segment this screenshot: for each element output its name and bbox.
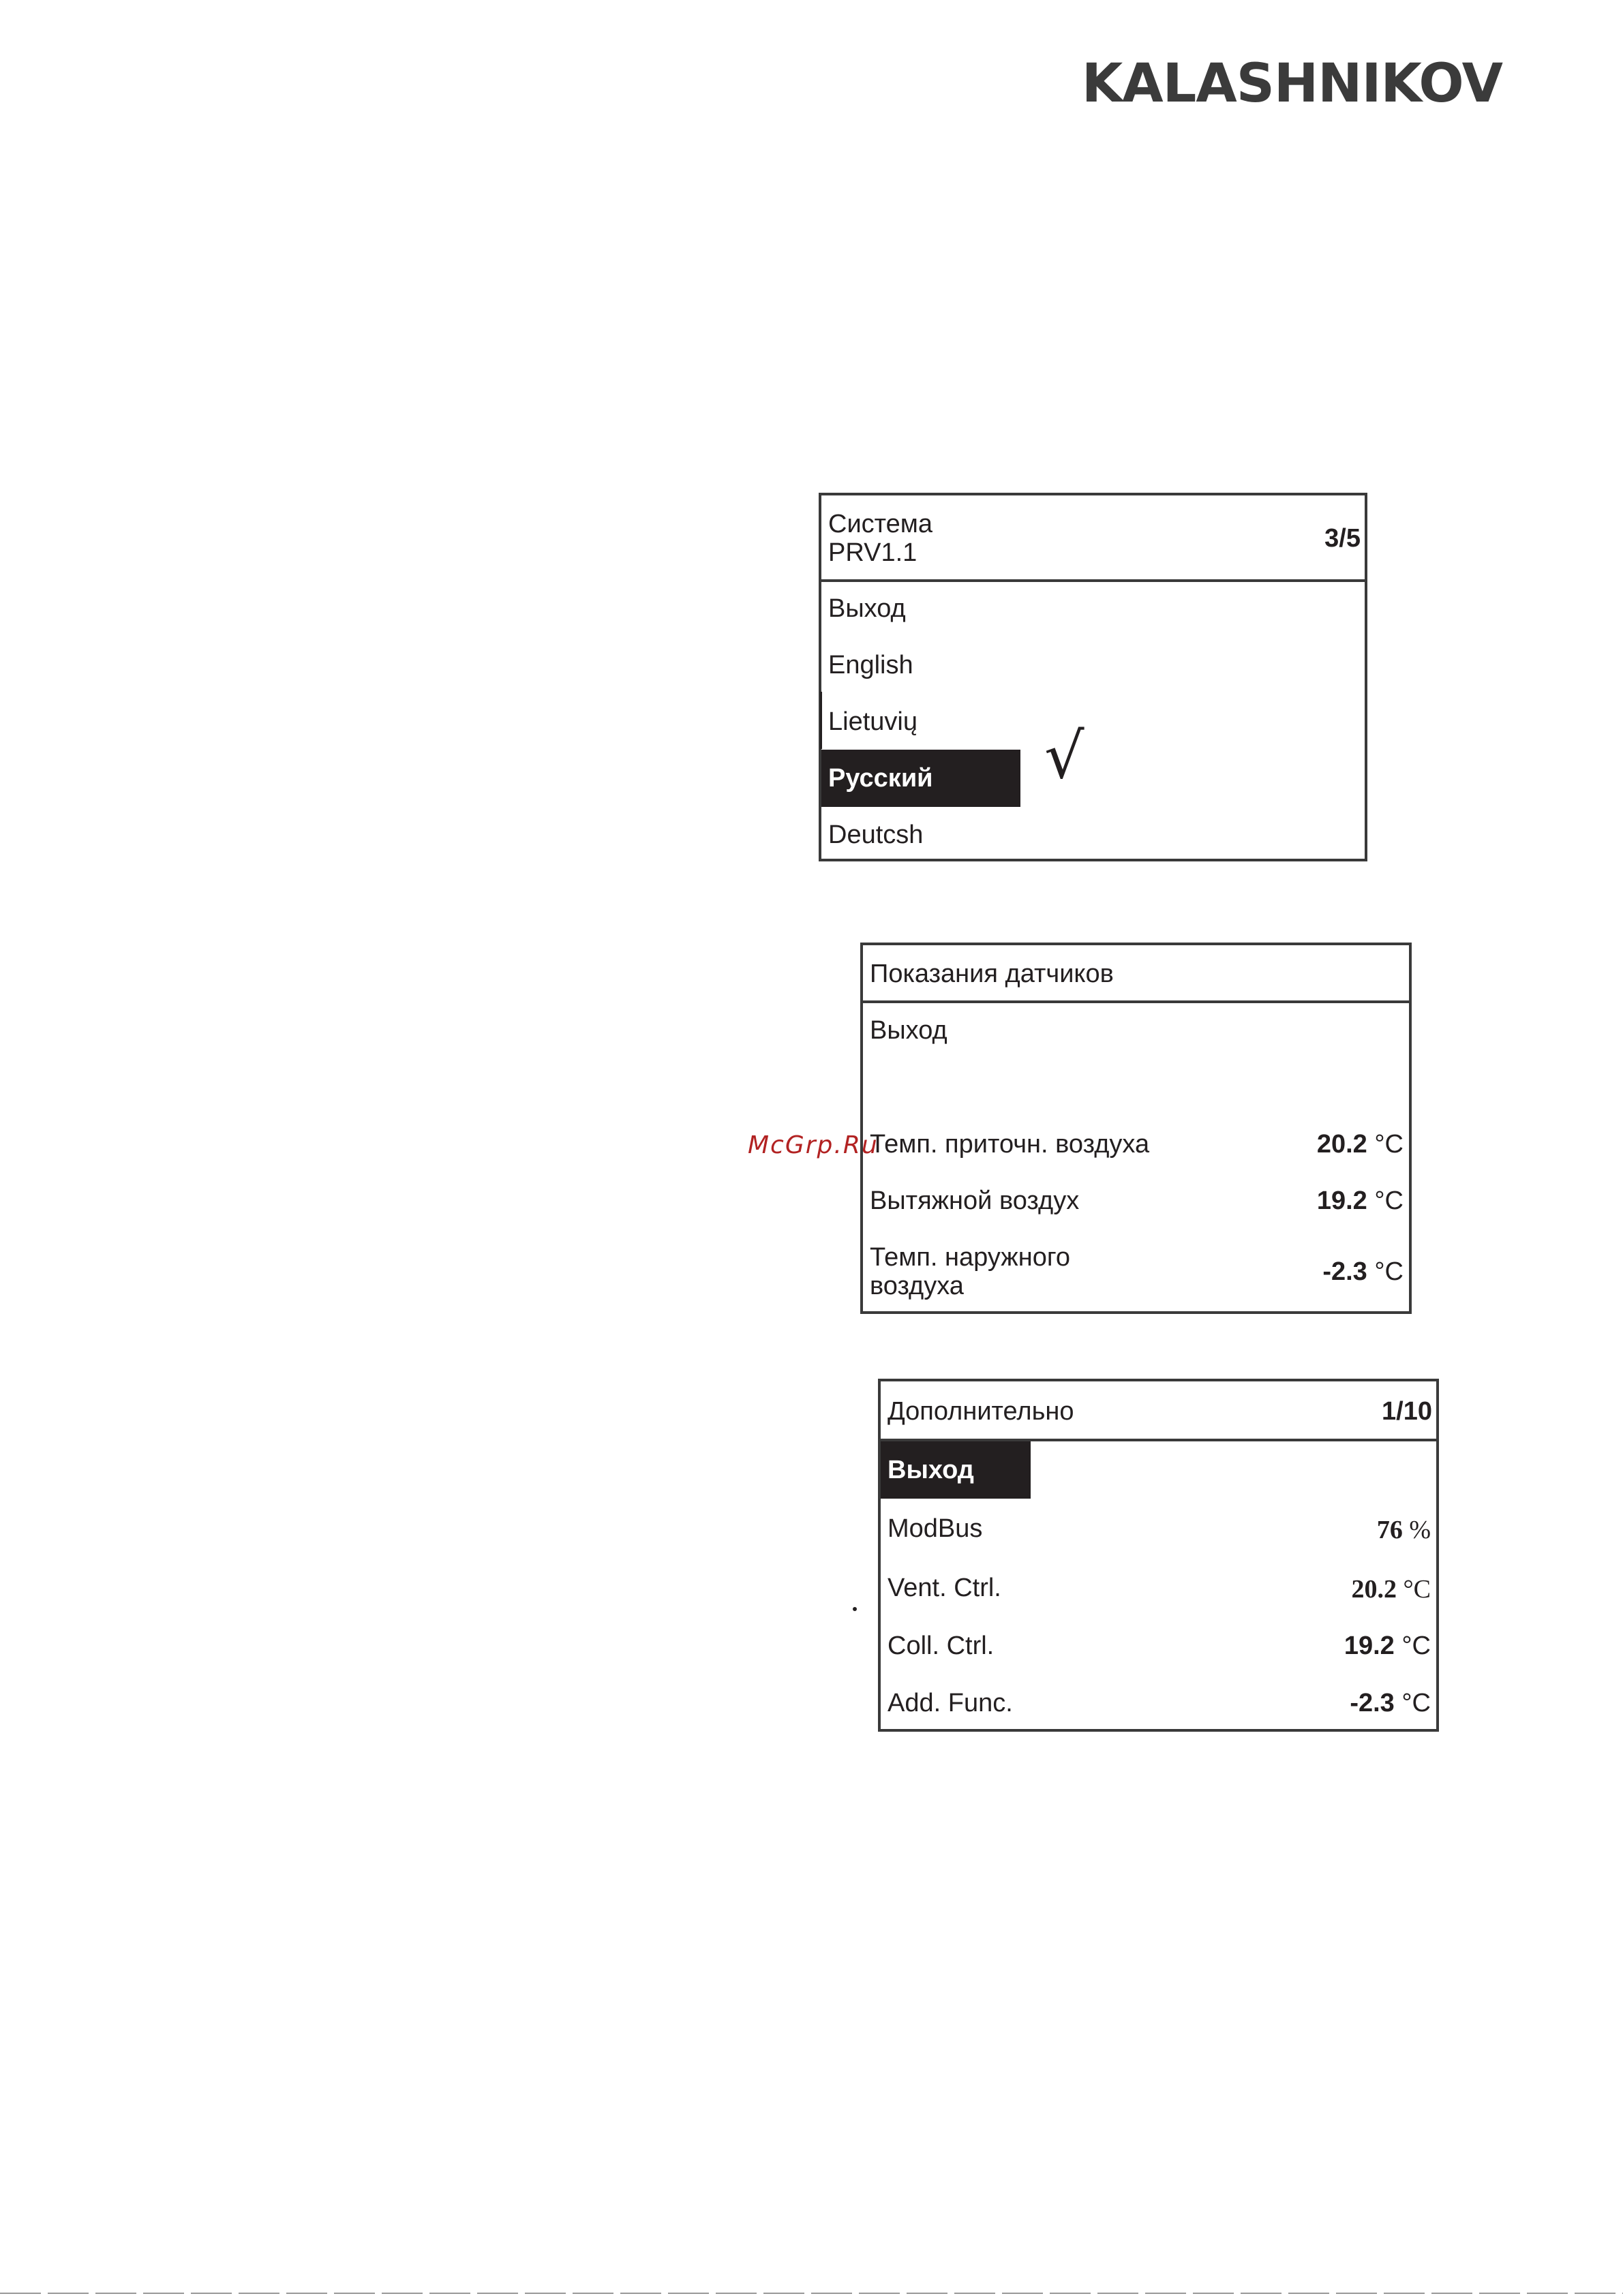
exhaust-air-label: Вытяжной воздух [870,1187,1080,1215]
menu-item-lietuviu[interactable]: Lietuvių [828,707,917,736]
add-func-unit: °C [1401,1689,1431,1717]
page-indicator: 3/5 [1324,524,1361,553]
supply-air-reading [1317,1130,1404,1159]
checkmark-icon: √ [1044,720,1084,793]
menu-item-exit[interactable]: Выход [828,594,906,623]
coll-ctrl-unit: °C [1401,1632,1431,1660]
page-bottom-divider [0,2293,1623,2294]
modbus-value: 76 [1376,1516,1403,1544]
add-func-value: -2.3 [1350,1689,1395,1717]
language-screen [819,493,1367,861]
header-title: Дополнительно [888,1397,1074,1426]
supply-air-label: Темп. приточн. воздуха [870,1130,1150,1159]
supply-air-value: 20.2 [1316,1130,1367,1159]
sensor-readings-screen [860,943,1412,1314]
supply-air-unit: °C [1374,1130,1404,1159]
modbus-reading [1377,1516,1431,1544]
add-func-label[interactable]: Add. Func. [888,1689,1013,1717]
sensor-screen-header [863,945,1409,1003]
header-title: Показания датчиков [870,960,1114,988]
vent-ctrl-unit: °C [1403,1575,1431,1604]
outdoor-air-unit: °C [1374,1257,1404,1286]
outdoor-air-value: -2.3 [1322,1257,1367,1286]
outdoor-air-label-line2: воздуха [870,1272,964,1300]
language-screen-header [821,495,1365,582]
brand-logo: KALASHNIKOV [1081,53,1502,114]
header-title: Система [828,510,933,538]
menu-item-deutsch[interactable]: Deutcsh [828,821,924,849]
menu-item-exit-label: Выход [888,1456,974,1484]
menu-item-exit[interactable]: Выход [870,1016,947,1045]
scroll-marker [820,692,822,749]
outdoor-air-reading [1322,1257,1404,1286]
vent-ctrl-reading [1351,1575,1431,1604]
add-func-reading [1350,1689,1431,1717]
menu-item-exit-selected[interactable] [881,1441,1031,1499]
bullet-dot [853,1607,857,1611]
modbus-label[interactable]: ModBus [888,1514,983,1543]
coll-ctrl-reading [1344,1632,1431,1660]
exhaust-air-value: 19.2 [1316,1187,1367,1215]
header-subtitle: PRV1.1 [828,538,917,567]
vent-ctrl-value: 20.2 [1351,1575,1397,1604]
page-indicator: 1/10 [1382,1397,1432,1426]
watermark-text: McGrp.Ru [748,1131,879,1159]
menu-item-russian-selected[interactable] [821,750,1020,807]
advanced-screen-header [881,1381,1436,1441]
menu-item-russian-label: Русский [828,764,933,793]
vent-ctrl-label[interactable]: Vent. Ctrl. [888,1574,1001,1602]
outdoor-air-label-line1: Темп. наружного [870,1243,1070,1272]
coll-ctrl-label[interactable]: Coll. Ctrl. [888,1632,995,1660]
modbus-unit: % [1409,1516,1431,1544]
coll-ctrl-value: 19.2 [1344,1632,1395,1660]
exhaust-air-reading [1317,1187,1404,1215]
exhaust-air-unit: °C [1374,1187,1404,1215]
menu-item-english[interactable]: English [828,651,913,679]
advanced-screen [878,1379,1439,1732]
